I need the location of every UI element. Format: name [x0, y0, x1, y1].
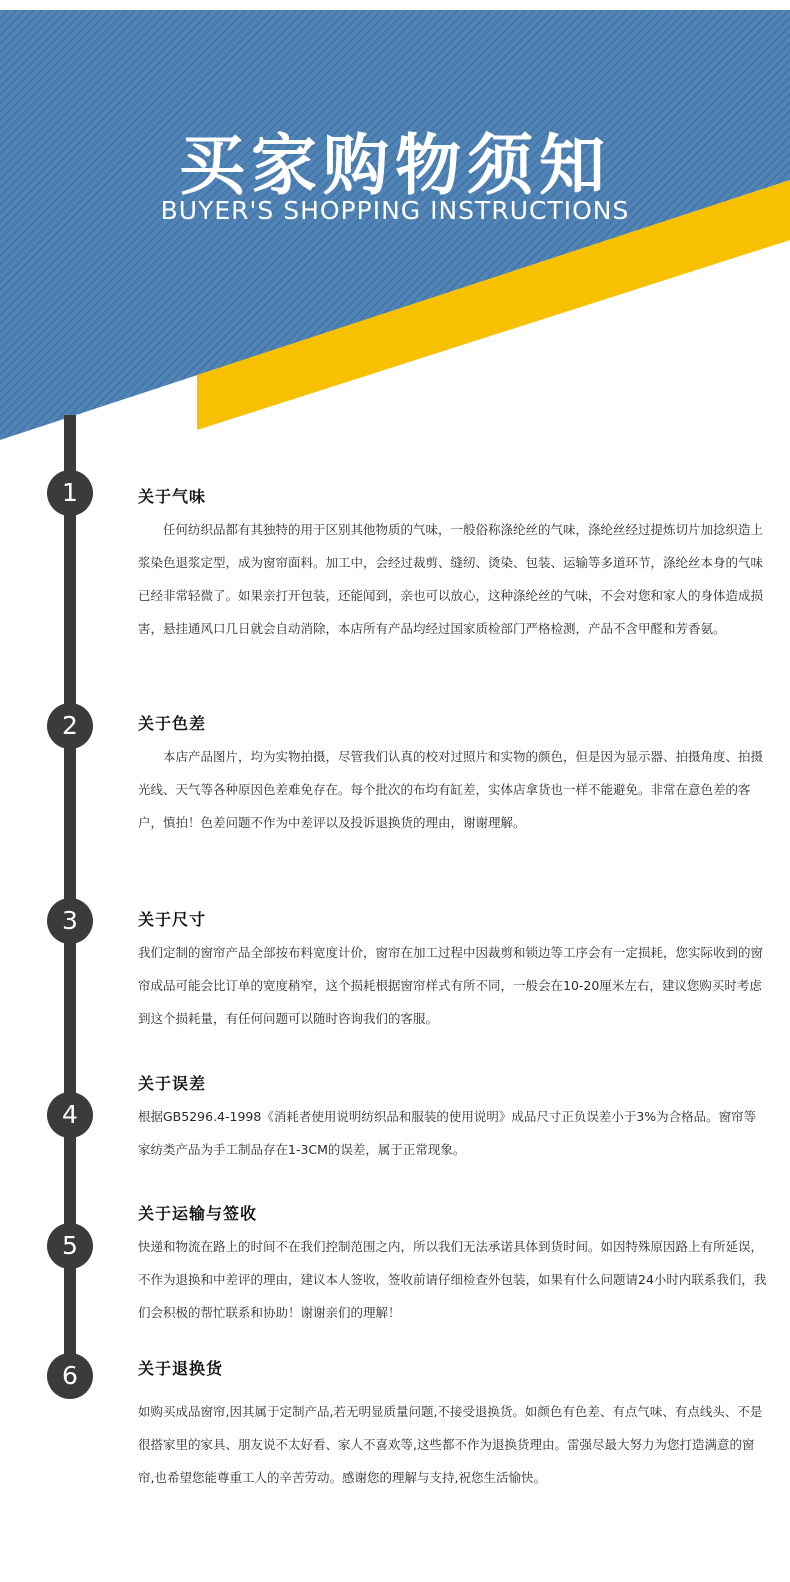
step-marker-6: 6 [47, 1353, 93, 1399]
step-marker-1: 1 [47, 470, 93, 516]
page-title: 买家购物须知 [179, 127, 611, 204]
section-body: 任何纺织品都有其独特的用于区别其他物质的气味，一般俗称涤纶丝的气味，涤纶丝经过提炼切片加捻织造上浆染色退浆定型，成为窗帘面料。加工中，会经过裁剪、缝纫、烫染、包装、运输等多道环节，涤纶丝本身的气味已经非常轻微了。如果亲打开包装，还能闻到，亲也可以放心，这种涤纶丝的气味，不会对您和家人的身体造成损害，悬挂通风口几日就会自动消除，本店所有产品均经过国家质检部门严格检测，产品不含甲醛和芳香氨。 [138, 522, 764, 636]
section-title: 关于误差 [138, 1074, 207, 1093]
section-title: 关于退换货 [138, 1359, 224, 1378]
page-subtitle: BUYER'S SHOPPING INSTRUCTIONS [160, 196, 630, 225]
section-shipping [138, 1201, 768, 1329]
step-marker-4: 4 [47, 1092, 93, 1138]
step-marker-5: 5 [47, 1223, 93, 1269]
step-marker-2: 2 [47, 703, 93, 749]
section-returns [138, 1356, 768, 1494]
section-title: 关于尺寸 [138, 910, 207, 929]
section-title: 关于气味 [138, 487, 207, 506]
section-tolerance [138, 1071, 768, 1166]
section-body: 本店产品图片，均为实物拍摄，尽管我们认真的校对过照片和实物的颜色，但是因为显示器、拍摄角度、拍摄光线、天气等各种原因色差难免存在。每个批次的布均有缸差，实体店拿货也一样不能避免。非常在意色差的客户，慎拍！色差问题不作为中差评以及投诉退换货的理由，谢谢理解。 [138, 749, 764, 830]
section-title: 关于运输与签收 [138, 1204, 258, 1223]
section-size [138, 907, 768, 1035]
step-marker-3: 3 [47, 898, 93, 944]
section-body: 我们定制的窗帘产品全部按布料宽度计价，窗帘在加工过程中因裁剪和锁边等工序会有一定损耗，您实际收到的窗帘成品可能会比订单的宽度稍窄，这个损耗根据窗帘样式有所不同，一般会在10-20厘米左右，建议您购买时考虑到这个损耗量，有任何问题可以随时咨询我们的客服。 [138, 945, 764, 1026]
section-smell [138, 484, 768, 645]
section-body: 根据GB5296.4-1998《消耗者使用说明纺织品和服装的使用说明》成品尺寸正负误差小于3%为合格品。窗帘等家纺类产品为手工制品存在1-3CM的误差，属于正常现象。 [138, 1109, 757, 1157]
section-body: 如购买成品窗帘,因其属于定制产品,若无明显质量问题,不接受退换货。如颜色有色差、有点气味、有点线头、不是很搭家里的家具、朋友说不太好看、家人不喜欢等,这些都不作为退换货理由。雷强尽最大努力为您打造满意的窗帘,也希望您能尊重工人的辛苦劳动。感谢您的理解与支持,祝您生活愉快。 [138, 1404, 763, 1485]
section-body: 快递和物流在路上的时间不在我们控制范围之内，所以我们无法承诺具体到货时间。如因特殊原因路上有所延误，不作为退换和中差评的理由，建议本人签收，签收前请仔细检查外包装，如果有什么问题请24小时内联系我们，我们会积极的帮忙联系和协助！谢谢亲们的理解！ [138, 1239, 767, 1320]
section-title: 关于色差 [138, 714, 207, 733]
section-color [138, 711, 768, 839]
